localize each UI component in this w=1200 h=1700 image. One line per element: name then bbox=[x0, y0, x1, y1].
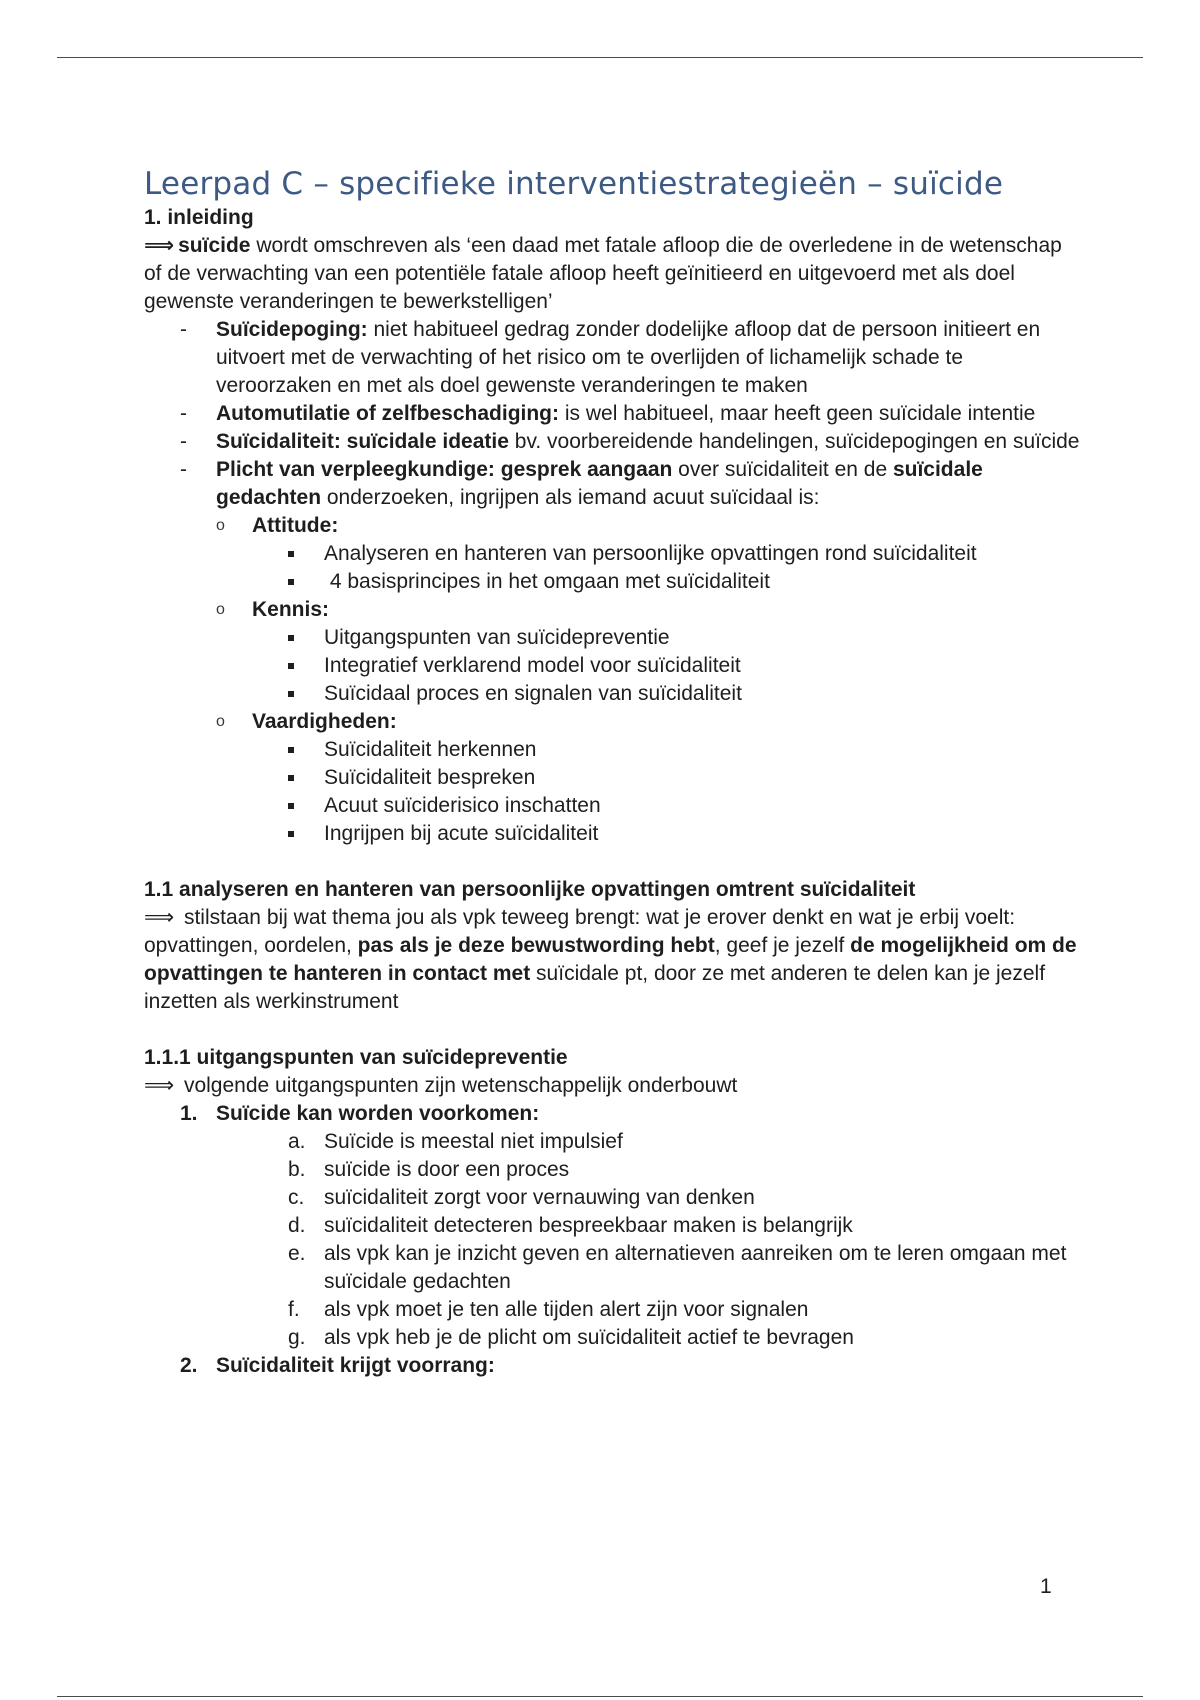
spacer bbox=[144, 1016, 1084, 1044]
dash-marker: - bbox=[180, 430, 187, 453]
item-text: Suïcidaliteit herkennen bbox=[324, 738, 537, 761]
competence-list bbox=[144, 512, 1084, 848]
emphasis: de mogelijkheid om de opvattingen te hanteren in contact met bbox=[144, 934, 1077, 985]
item-text: Uitgangspunten van suïcidepreventie bbox=[324, 626, 670, 649]
document-page bbox=[144, 164, 1084, 1380]
text: suïcidale pt, door ze met anderen te delen kan je jezelf inzetten als werkinstrument bbox=[144, 962, 1046, 1013]
square-bullet-icon bbox=[288, 551, 294, 557]
letter-marker: g. bbox=[288, 1326, 306, 1349]
competence-vaardigheden bbox=[216, 708, 1084, 848]
item-term-2: suïcidale gedachten bbox=[216, 458, 983, 509]
dash-marker: - bbox=[180, 318, 187, 341]
letter-marker: b. bbox=[288, 1158, 306, 1181]
text: volgende uitgangspunten zijn wetenschappelijk onderbouwt bbox=[178, 1074, 738, 1097]
section-heading-inleiding: 1. inleiding bbox=[144, 206, 254, 229]
attitude-items bbox=[252, 540, 1084, 596]
kennis-items bbox=[252, 624, 1084, 708]
competence-label: Attitude: bbox=[252, 514, 339, 537]
item-text: bv. voorbereidende handelingen, suïcidepogingen en suïcide bbox=[508, 430, 1080, 453]
item-text: als vpk heb je de plicht om suïcidaliteit actief te bevragen bbox=[324, 1326, 854, 1349]
list-item bbox=[288, 1128, 1084, 1156]
list-item bbox=[288, 764, 1084, 792]
list-item bbox=[288, 568, 1084, 596]
intro-term: suïcide bbox=[178, 234, 251, 257]
dash-marker: - bbox=[180, 458, 187, 481]
section-heading-1-1-1: 1.1.1 uitgangspunten van suïcidepreventie bbox=[144, 1046, 568, 1069]
item-term: Suïcidepoging: bbox=[216, 318, 368, 341]
item-text: Analyseren en hanteren van persoonlijke opvattingen rond suïcidaliteit bbox=[324, 542, 977, 565]
item-text: Suïcidaal proces en signalen van suïcidaliteit bbox=[324, 682, 742, 705]
competence-kennis bbox=[216, 596, 1084, 708]
item-text: Acuut suïciderisico inschatten bbox=[324, 794, 601, 817]
item-term: Plicht van verpleegkundige: gesprek aangaan bbox=[216, 458, 673, 481]
item-text: 4 basisprincipes in het omgaan met suïcidaliteit bbox=[324, 570, 770, 593]
letter-marker: e. bbox=[288, 1242, 306, 1265]
item-text: is wel habitueel, maar heeft geen suïcidale intentie bbox=[559, 402, 1036, 425]
arrow-icon: ⟹ bbox=[144, 1074, 175, 1097]
document-title: Leerpad C – specifieke interventiestrategieën – suïcide bbox=[144, 166, 1004, 202]
principle-item bbox=[144, 1100, 1084, 1352]
number-marker: 1. bbox=[180, 1102, 198, 1125]
letter-marker: d. bbox=[288, 1214, 306, 1237]
definition-list bbox=[144, 316, 1084, 512]
arrow-icon: ⟹ bbox=[144, 906, 175, 929]
list-item bbox=[288, 624, 1084, 652]
item-text: als vpk moet je ten alle tijden alert zijn voor signalen bbox=[324, 1298, 809, 1321]
item-text-2: onderzoeken, ingrijpen als iemand acuut suïcidaal is: bbox=[321, 486, 820, 509]
square-bullet-icon bbox=[288, 691, 294, 697]
item-text: suïcide is door een proces bbox=[324, 1158, 570, 1181]
item-text: suïcidaliteit detecteren bespreekbaar maken is belangrijk bbox=[324, 1214, 853, 1237]
item-text: Integratief verklarend model voor suïcidaliteit bbox=[324, 654, 741, 677]
list-item bbox=[144, 316, 1084, 400]
page-number: 1 bbox=[1040, 1575, 1052, 1598]
item-text: niet habitueel gedrag zonder dodelijke afloop dat de persoon initieert en uitvoert met de verwachting of het risico om te overlijden of lichamelijk schade te veroorzaken en met als doel gewenste veranderingen te maken bbox=[216, 318, 1041, 397]
vaardigheden-items bbox=[252, 736, 1084, 848]
square-bullet-icon bbox=[288, 579, 294, 585]
list-item bbox=[288, 736, 1084, 764]
section-1-1-paragraph bbox=[144, 904, 1084, 1016]
section-1-1-1-intro bbox=[144, 1072, 1084, 1100]
list-item bbox=[288, 1240, 1084, 1296]
arrow-icon: ⟹ bbox=[144, 234, 175, 257]
item-text: suïcidaliteit zorgt voor vernauwing van denken bbox=[324, 1186, 755, 1209]
square-bullet-icon bbox=[288, 803, 294, 809]
spacer bbox=[144, 848, 1084, 876]
square-bullet-icon bbox=[288, 831, 294, 837]
list-item bbox=[288, 820, 1084, 848]
principle-subitems bbox=[216, 1128, 1084, 1352]
principles-list bbox=[144, 1100, 1084, 1380]
circle-marker: o bbox=[216, 713, 225, 730]
intro-paragraph bbox=[144, 232, 1084, 316]
list-item bbox=[288, 1212, 1084, 1240]
intro-definition: wordt omschreven als ‘een daad met fatale afloop die de overledene in de wetenschap of de verwachting van een potentiële fatale afloop heeft geïnitieerd en uitgevoerd met als doel gewenste veranderingen te bewerkstelligen’ bbox=[144, 234, 1062, 313]
letter-marker: c. bbox=[288, 1186, 305, 1209]
item-text: Ingrijpen bij acute suïcidaliteit bbox=[324, 822, 599, 845]
letter-marker: f. bbox=[288, 1298, 300, 1321]
text: , geef je jezelf bbox=[714, 934, 851, 957]
item-term: Automutilatie of zelfbeschadiging: bbox=[216, 402, 560, 425]
list-item bbox=[144, 456, 1084, 512]
section-heading-1-1: 1.1 analyseren en hanteren van persoonlijke opvattingen omtrent suïcidaliteit bbox=[144, 878, 916, 901]
square-bullet-icon bbox=[288, 635, 294, 641]
item-term: Suïcidaliteit: suïcidale ideatie bbox=[216, 430, 509, 453]
list-item bbox=[144, 400, 1084, 428]
list-item bbox=[288, 1324, 1084, 1352]
item-text: Suïcidaliteit bespreken bbox=[324, 766, 536, 789]
bottom-rule bbox=[57, 1696, 1143, 1697]
square-bullet-icon bbox=[288, 775, 294, 781]
list-item bbox=[288, 540, 1084, 568]
list-item bbox=[288, 680, 1084, 708]
principle-label: Suïcidaliteit krijgt voorrang: bbox=[216, 1354, 495, 1377]
text: stilstaan bij wat thema jou als vpk teweeg brengt: wat je erover denkt en wat je erbij voelt: opvattingen, oordelen, bbox=[144, 906, 1016, 957]
square-bullet-icon bbox=[288, 747, 294, 753]
principle-item bbox=[144, 1352, 1084, 1380]
circle-marker: o bbox=[216, 601, 225, 618]
dash-marker: - bbox=[180, 402, 187, 425]
square-bullet-icon bbox=[288, 663, 294, 669]
top-rule bbox=[57, 57, 1143, 58]
competence-label: Vaardigheden: bbox=[252, 710, 397, 733]
list-item bbox=[288, 1296, 1084, 1324]
item-text: Suïcide is meestal niet impulsief bbox=[324, 1130, 623, 1153]
list-item bbox=[288, 792, 1084, 820]
letter-marker: a. bbox=[288, 1130, 306, 1153]
number-marker: 2. bbox=[180, 1354, 198, 1377]
list-item bbox=[288, 1156, 1084, 1184]
list-item bbox=[288, 652, 1084, 680]
competence-attitude bbox=[216, 512, 1084, 596]
item-text: als vpk kan je inzicht geven en alternatieven aanreiken om te leren omgaan met suïcidale gedachten bbox=[324, 1242, 1067, 1293]
item-text: over suïcidaliteit en de bbox=[672, 458, 893, 481]
competence-label: Kennis: bbox=[252, 598, 330, 621]
list-item bbox=[288, 1184, 1084, 1212]
list-item bbox=[144, 428, 1084, 456]
emphasis: pas als je deze bewustwording hebt bbox=[357, 934, 715, 957]
circle-marker: o bbox=[216, 517, 225, 534]
principle-label: Suïcide kan worden voorkomen: bbox=[216, 1102, 540, 1125]
